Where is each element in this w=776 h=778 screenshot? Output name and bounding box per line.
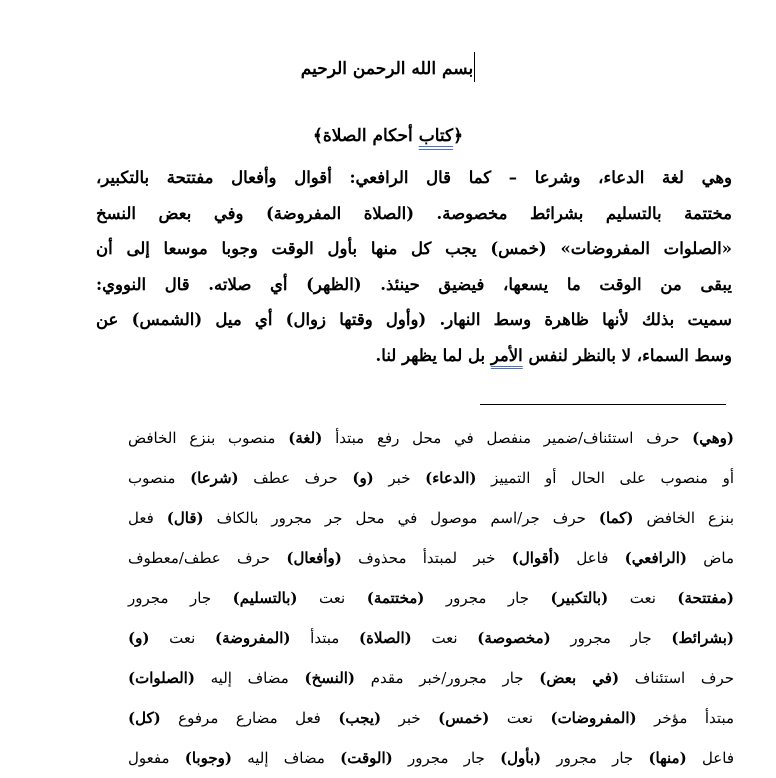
basmala-heading[interactable] (0, 52, 776, 82)
main-text-paragraph (96, 160, 732, 373)
ornate-bracket-close: ﴾ (312, 126, 323, 146)
footnote-parse: فعل مضارع مرفوع (160, 709, 339, 727)
footnote-text (128, 418, 734, 778)
footnote-line (128, 538, 734, 578)
footnote-parse: جار مجرور (424, 589, 551, 607)
footnote-term: (بأول) (500, 749, 542, 767)
footnote-parse: أو منصوب على الحال أو التمييز (476, 469, 734, 487)
footnote-parse: فاعل (560, 549, 625, 567)
footnote-parse: جار مجرور/خبر مقدم (355, 669, 540, 687)
footnote-term: (المفروضات) (550, 709, 637, 727)
footnote-parse: مضاف إليه (194, 669, 305, 687)
footnote-parse: بنزع الخافض (633, 509, 734, 527)
footnote-term: (وأفعال) (286, 549, 342, 567)
footnote-term: (الرافعي) (624, 549, 687, 567)
footnote-line (128, 578, 734, 618)
main-text-line-last (96, 338, 732, 374)
basmala-text: بسم الله الرحمن الرحيم (300, 59, 474, 79)
footnote-parse: فعل (128, 509, 167, 527)
footnote-parse: نعت (297, 589, 367, 607)
footnote-term: (كما) (598, 509, 634, 527)
footnote-parse: جار مجرور (392, 749, 501, 767)
footnote-parse: جار مجرور (541, 749, 649, 767)
main-text-line: يبقى من الوقت ما يسعها، فيضيق حينئذ. (الظهر) أي صلاته. قال النووي: (96, 274, 732, 294)
footnote-parse: مفعول (128, 749, 185, 767)
footnote-parse: فاعل (686, 749, 734, 767)
footnote-term: (يجب) (338, 709, 382, 727)
footnote-line (128, 738, 734, 778)
footnote-term: (مفتتحة) (677, 589, 734, 607)
spellcheck-flagged-word: الأمر (490, 345, 523, 365)
footnote-line (128, 698, 734, 738)
footnote-term: (بالتكبير) (550, 589, 609, 607)
main-text-line: «الصلوات المفروضات» (خمس) يجب كل منها بأول الوقت وجوبا موسعا إلى أن (96, 239, 732, 258)
footnote-term: (كل) (128, 709, 161, 727)
footnote-term: (الصلوات) (128, 669, 195, 687)
footnote-term: (النسخ) (304, 669, 356, 687)
footnote-term: (بشرائط) (671, 629, 734, 647)
footnote-parse: حرف عطف/معطوف (128, 549, 287, 567)
footnote-term: (وجوبا) (184, 749, 232, 767)
footnote-term: (شرعا) (190, 469, 239, 487)
footnote-term: (المفروضة) (214, 629, 291, 647)
footnote-parse: خبر لمبتدأ محذوف (341, 549, 512, 567)
footnote-parse: جار مجرور (128, 589, 233, 607)
footnote-term: (مختتمة) (366, 589, 425, 607)
chapter-title-rest: أحكام الصلاة (322, 126, 413, 146)
footnote-parse: حرف استئناف (619, 669, 734, 687)
footnote-line (128, 418, 734, 458)
footnote-parse: حرف جر/اسم موصول في محل جر مجرور بالكاف (203, 509, 599, 527)
main-text-line: وهي لغة الدعاء، وشرعا – كما قال الرافعي: أقوال وأفعال مفتتحة بالتكبير، (96, 168, 732, 187)
footnote-term: (الدعاء) (425, 469, 477, 487)
footnote-term: (مخصوصة) (477, 629, 551, 647)
footnote-term: (وهي) (692, 429, 734, 447)
footnote-term: (الصلاة) (359, 629, 412, 647)
footnote-parse: جار مجرور (550, 629, 672, 647)
footnote-parse: نعت (411, 629, 478, 647)
footnote-parse: مبتدأ (290, 629, 359, 647)
footnote-term: (في بعض) (539, 669, 620, 687)
chapter-title (0, 124, 776, 148)
footnote-term: (و) (352, 469, 374, 487)
main-text-segment: بل لما يظهر لنا. (375, 345, 491, 365)
footnote-term: (أقوال) (511, 549, 561, 567)
footnote-parse: مبتدأ مؤخر (636, 709, 735, 727)
footnote-term: (قال) (166, 509, 204, 527)
footnote-parse: نعت (489, 709, 551, 727)
footnote-term: (بالتسليم) (232, 589, 298, 607)
footnote-parse: مضاف إليه (231, 749, 341, 767)
footnote-parse: حرف عطف (238, 469, 353, 487)
main-text-segment: وسط السماء، لا بالنظر لنفس (522, 345, 732, 365)
footnote-term: (الوقت) (340, 749, 393, 767)
footnote-line (128, 658, 734, 698)
footnote-parse: منصوب بنزع الخافض (128, 429, 289, 447)
ornate-bracket-open: ﴿ (453, 126, 464, 146)
footnote-parse: ماض (686, 549, 734, 567)
main-text-line: سميت بذلك لأنها ظاهرة وسط النهار. (وأول وقتها زوال) أي ميل (الشمس) عن (96, 310, 732, 329)
footnote-term: (لغة) (288, 429, 323, 447)
footnote-parse: حرف استئناف/ضمير منفصل في محل رفع مبتدأ (322, 429, 693, 447)
footnote-parse: نعت (149, 629, 215, 647)
footnote-line (128, 498, 734, 538)
text-cursor (474, 52, 475, 82)
footnote-term: (و) (128, 629, 150, 647)
footnote-line (128, 458, 734, 498)
footnote-line (128, 618, 734, 658)
footnote-term: (خمس) (438, 709, 490, 727)
chapter-title-word: كتاب (418, 126, 454, 146)
footnote-term: (منها) (648, 749, 687, 767)
footnote-parse: منصوب (128, 469, 191, 487)
main-text-line: مختتمة بالتسليم بشرائط مخصوصة. (الصلاة المفروضة) وفي بعض النسخ (96, 203, 732, 223)
footnote-separator (480, 404, 726, 405)
footnote-parse: خبر (373, 469, 426, 487)
footnote-parse: خبر (381, 709, 439, 727)
footnote-parse: نعت (608, 589, 678, 607)
